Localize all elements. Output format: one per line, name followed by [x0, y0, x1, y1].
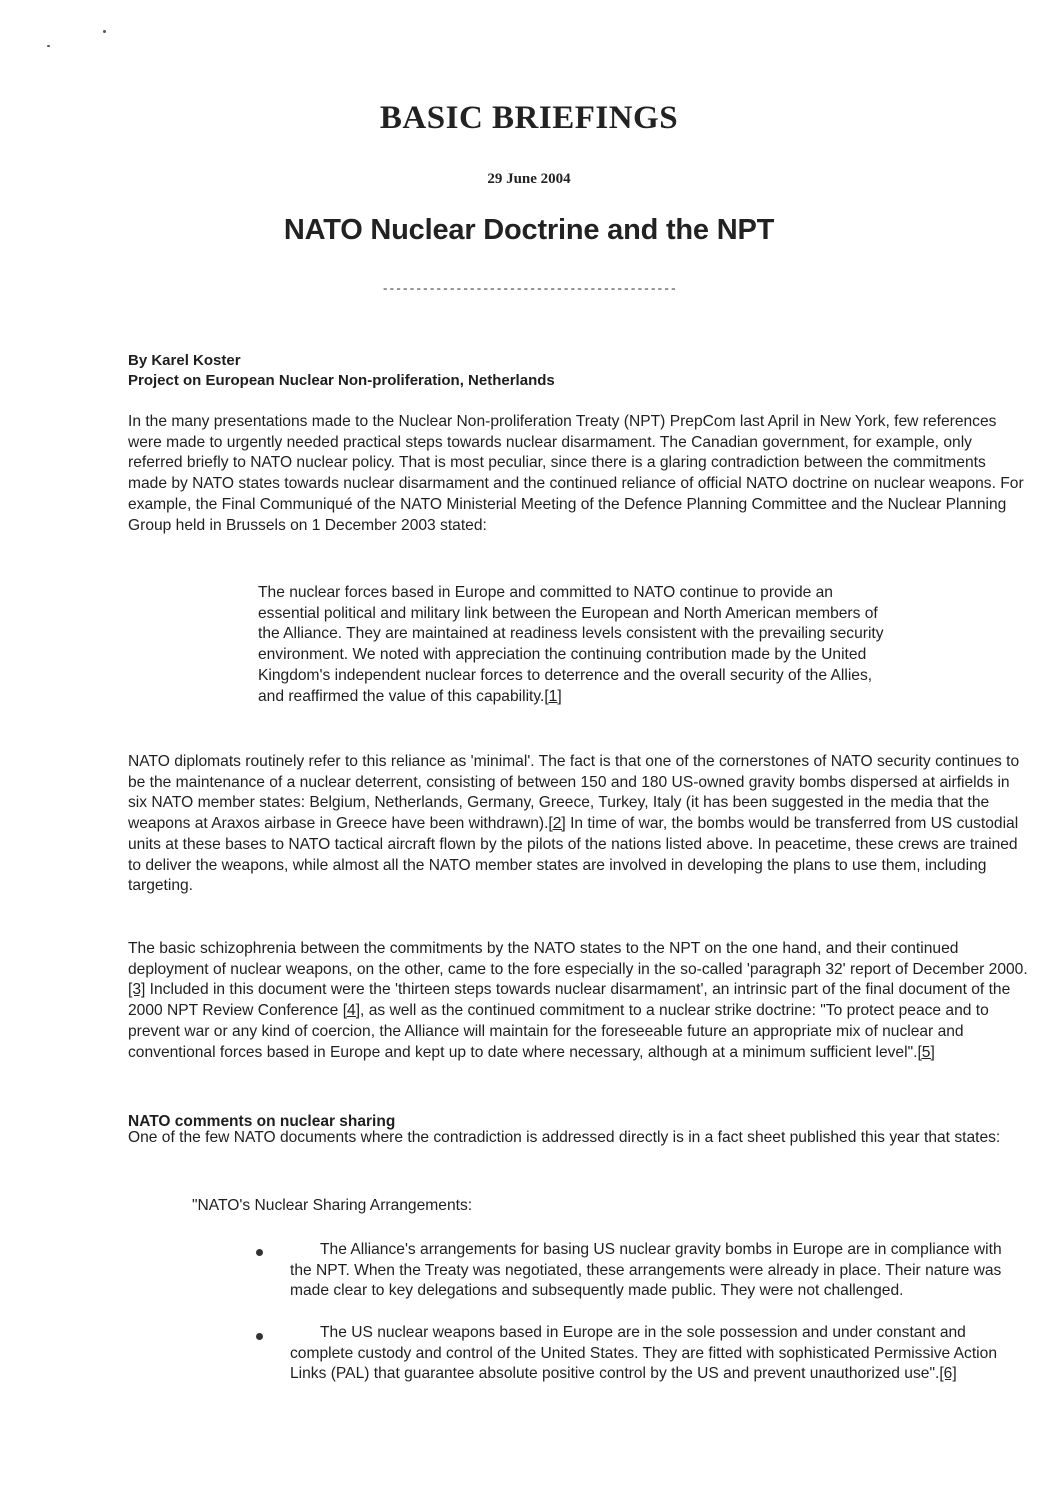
bullet-icon — [256, 1249, 263, 1256]
footnote-link-1[interactable]: [1] — [544, 687, 562, 705]
section-intro: One of the few NATO documents where the contradiction is addressed directly is in a fact sheet published this year that states: — [128, 1129, 1001, 1146]
paragraph-text: Included in this document were the 'thirteen steps towards nuclear disarmament', an intrinsic part of the final document of the 2000 NPT Review Conference — [128, 981, 1011, 1020]
footnote-link-6[interactable]: [6] — [939, 1365, 957, 1383]
author-name: By Karel Koster — [128, 352, 241, 369]
paragraph-schizophrenia — [128, 939, 1028, 1063]
quote-text: The nuclear forces based in Europe and committed to NATO continue to provide an essential political and military link between the European and North American members of the Alliance. They are maintained at readiness levels consistent with the prevailing security environment. We noted with appreciation the continuing contribution made by the United Kingdom's independent nuclear forces to deterrence and the overall security of the Allies, and reaffirmed the value of this capability. — [258, 584, 884, 705]
publication-date: 29 June 2004 — [487, 171, 571, 187]
paragraph-text: , as well as the continued commitment to a nuclear strike doctrine: "To protect peace and to prevent war or any kind of coercion, the Alliance will maintain for the foreseeable future an appropriate mix of nuclear and conventional forces based in Europe and kept up to date where necessary, although at a minimum sufficient level". — [128, 1002, 989, 1061]
paragraph-text: In time of war, the bombs would be transferred from US custodial units at these bases to NATO tactical aircraft flown by the pilots of the nations listed above. In peacetime, these crews are trained to deliver the weapons, while almost all the NATO member states are involved in developing the plans to use them, including targeting. — [128, 815, 1019, 895]
block-quote — [258, 583, 898, 707]
page-title: NATO Nuclear Doctrine and the NPT — [283, 214, 775, 246]
footnote-link-4[interactable]: [4] — [342, 1002, 361, 1020]
author-affiliation: Project on European Nuclear Non-proliferation, Netherlands — [128, 372, 555, 389]
scan-speck — [47, 45, 50, 47]
separator-line: -------------------------------------------- — [381, 282, 677, 296]
list-item — [290, 1323, 1020, 1385]
paragraph-nuclear-deterrent — [128, 752, 1028, 897]
masthead: BASIC BRIEFINGS — [379, 100, 679, 136]
footnote-link-5[interactable]: [5] — [917, 1043, 935, 1061]
footnote-link-2[interactable]: [2] — [548, 815, 566, 833]
section-heading: NATO comments on nuclear sharing — [128, 1113, 396, 1130]
paragraph-text: NATO diplomats routinely refer to this reliance as 'minimal'. The fact is that one of the cornerstones of NATO security continues to be the maintenance of a nuclear deterrent, consisting of between 150 and 180 US-owned gravity bombs dispersed at airfields in six NATO member states: Belgium, Netherlands, Germany, Greece, Turkey, Italy (it has been suggested in the media that the weapons at Araxos airbase in Greece have been withdrawn). — [128, 753, 1020, 833]
list-item-text: The US nuclear weapons based in Europe are in the sole possession and under constant and complete custody and control of the United States. They are fitted with sophisticated Permissive Action Links (PAL) that guarantee absolute positive control by the US and prevent unauthorized use". — [290, 1324, 997, 1383]
intro-paragraph: In the many presentations made to the Nuclear Non-proliferation Treaty (NPT) PrepCom last April in New York, few references were made to urgently needed practical steps towards nuclear disarmament. The Canadian government, for example, only referred briefly to NATO nuclear policy. That is most peculiar, since there is a glaring contradiction between the commitments made by NATO states towards nuclear disarmament and the continued reliance of official NATO doctrine on nuclear weapons. For example, the Final Communiqué of the NATO Ministerial Meeting of the Defence Planning Committee and the Nuclear Planning Group held in Brussels on 1 December 2003 stated: — [128, 413, 1024, 534]
paragraph-text: The basic schizophrenia between the commitments by the NATO states to the NPT on the one hand, and their continued deployment of nuclear weapons, on the other, came to the fore especially in the so-called 'paragraph 32' report of December 2000. — [128, 940, 1028, 978]
list-item: The Alliance's arrangements for basing US nuclear gravity bombs in Europe are in compliance with the NPT. When the Treaty was negotiated, these arrangements were already in place. Their nature was made clear to key delegations and subsequently made public. They were not challenged. — [290, 1241, 1002, 1300]
quote-lead: "NATO's Nuclear Sharing Arrangements: — [192, 1197, 473, 1214]
byline — [128, 351, 555, 391]
scan-speck — [103, 30, 106, 33]
bullet-icon — [256, 1333, 263, 1340]
footnote-link-3[interactable]: [3] — [128, 981, 146, 999]
